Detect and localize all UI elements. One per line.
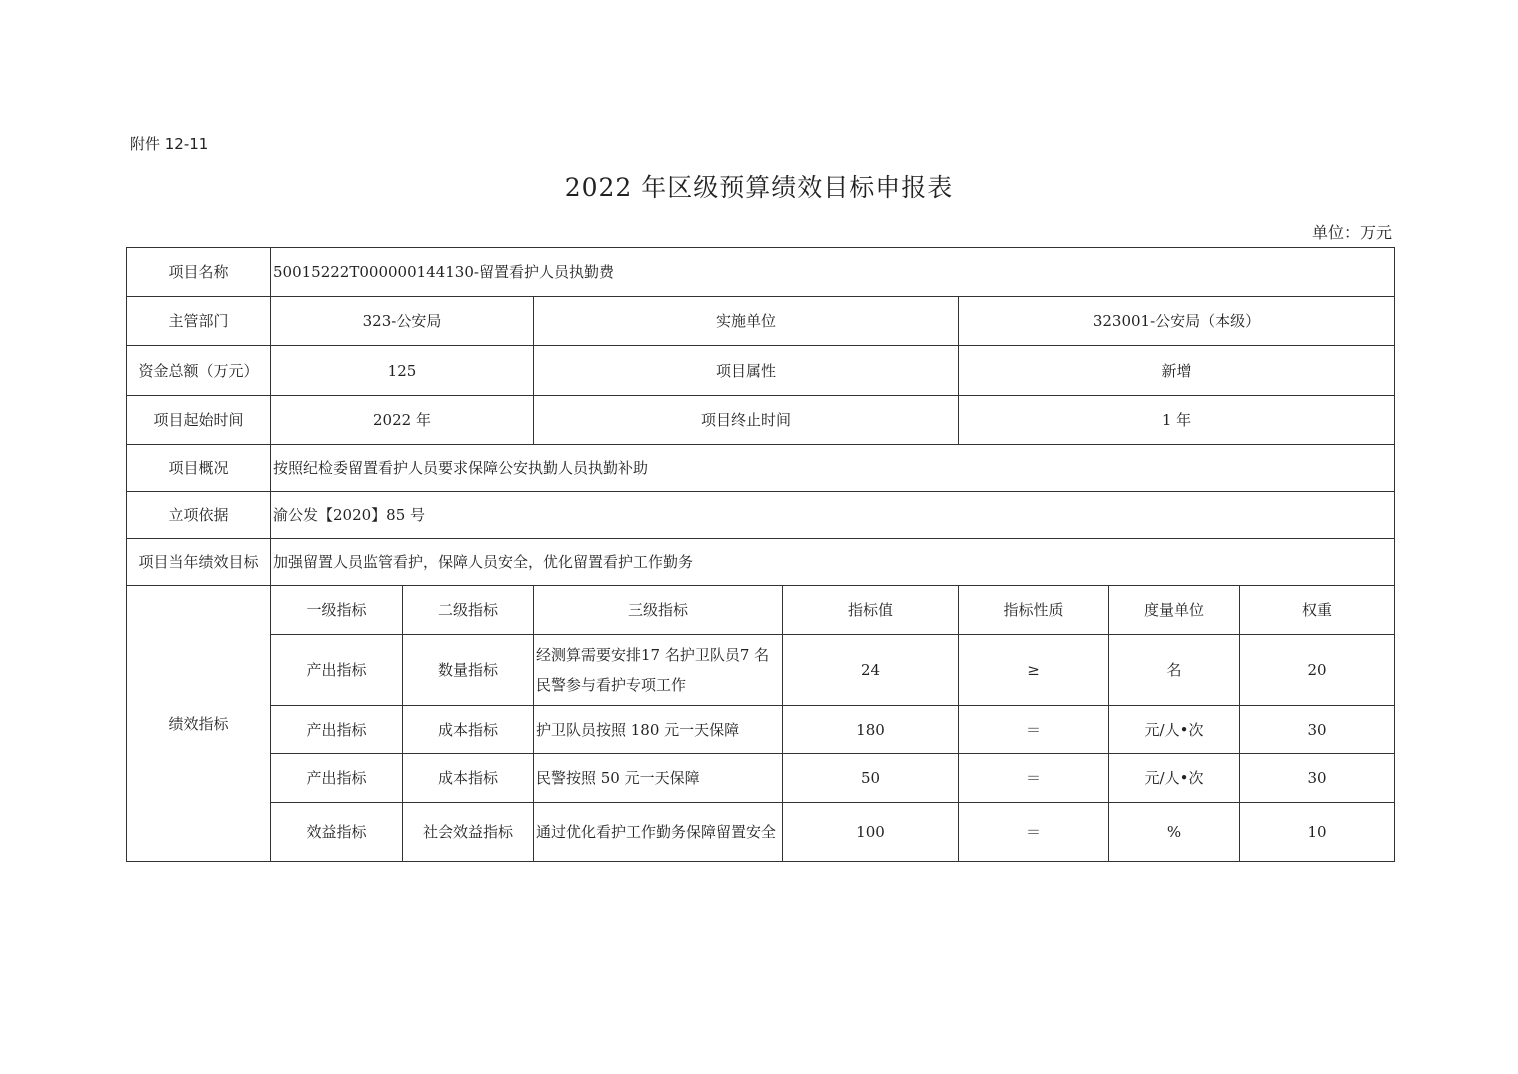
basis-label: 立项依据 [127, 492, 271, 539]
row-fund [127, 346, 1395, 396]
header-weight: 权重 [1240, 586, 1395, 635]
indicator-header-row [127, 586, 1395, 635]
overview-value: 按照纪检委留置看护人员要求保障公安执勤人员执勤补助 [271, 445, 1395, 492]
header-level2: 二级指标 [403, 586, 534, 635]
fund-label: 资金总额（万元） [127, 346, 271, 396]
attr-value: 新增 [959, 346, 1395, 396]
table-row [127, 803, 1395, 862]
unit-label: 单位：万元 [1311, 223, 1392, 242]
row-level2: 数量指标 [403, 635, 534, 706]
header-level3: 三级指标 [534, 586, 783, 635]
goal-label: 项目当年绩效目标 [127, 539, 271, 586]
row-goal [127, 539, 1395, 586]
goal-value: 加强留置人员监管看护，保障人员安全，优化留置看护工作勤务 [271, 539, 1395, 586]
row-weight: 30 [1240, 754, 1395, 803]
attachment-label: 附件 12-11 [130, 135, 209, 153]
row-nature: ＝ [959, 706, 1109, 754]
impl-label: 实施单位 [534, 297, 959, 346]
table-row [127, 706, 1395, 754]
page-title: 2022 年区级预算绩效目标申报表 [564, 173, 954, 202]
indicators-section-label: 绩效指标 [127, 586, 271, 862]
row-weight: 20 [1240, 635, 1395, 706]
project-name-value: 50015222T000000144130-留置看护人员执勤费 [271, 248, 1395, 297]
start-label: 项目起始时间 [127, 396, 271, 445]
row-unit: 名 [1109, 635, 1240, 706]
budget-form-table [126, 247, 1395, 862]
row-nature: ＝ [959, 803, 1109, 862]
row-level2: 成本指标 [403, 754, 534, 803]
row-level3: 民警按照 50 元一天保障 [534, 754, 783, 803]
table-row [127, 754, 1395, 803]
attr-label: 项目属性 [534, 346, 959, 396]
row-level2: 成本指标 [403, 706, 534, 754]
row-unit: 元/人•次 [1109, 706, 1240, 754]
start-value: 2022 年 [271, 396, 534, 445]
row-level1: 产出指标 [271, 754, 403, 803]
row-level1: 效益指标 [271, 803, 403, 862]
row-nature: ＝ [959, 754, 1109, 803]
row-level1: 产出指标 [271, 635, 403, 706]
row-weight: 30 [1240, 706, 1395, 754]
row-level3: 护卫队员按照 180 元一天保障 [534, 706, 783, 754]
row-level1: 产出指标 [271, 706, 403, 754]
basis-value: 渝公发【2020】85 号 [271, 492, 1395, 539]
end-label: 项目终止时间 [534, 396, 959, 445]
row-basis [127, 492, 1395, 539]
row-value: 100 [783, 803, 959, 862]
header-level1: 一级指标 [271, 586, 403, 635]
row-time [127, 396, 1395, 445]
row-project-name [127, 248, 1395, 297]
row-value: 24 [783, 635, 959, 706]
table-row [127, 635, 1395, 706]
row-unit: % [1109, 803, 1240, 862]
row-weight: 10 [1240, 803, 1395, 862]
project-name-label: 项目名称 [127, 248, 271, 297]
header-nature: 指标性质 [959, 586, 1109, 635]
row-nature: ≥ [959, 635, 1109, 706]
row-overview [127, 445, 1395, 492]
row-value: 180 [783, 706, 959, 754]
dept-label: 主管部门 [127, 297, 271, 346]
overview-label: 项目概况 [127, 445, 271, 492]
row-value: 50 [783, 754, 959, 803]
row-level3: 经测算需要安排17 名护卫队员7 名民警参与看护专项工作 [534, 635, 783, 706]
row-unit: 元/人•次 [1109, 754, 1240, 803]
row-level3: 通过优化看护工作勤务保障留置安全 [534, 803, 783, 862]
fund-value: 125 [271, 346, 534, 396]
end-value: 1 年 [959, 396, 1395, 445]
header-value: 指标值 [783, 586, 959, 635]
row-dept [127, 297, 1395, 346]
row-level2: 社会效益指标 [403, 803, 534, 862]
dept-value: 323-公安局 [271, 297, 534, 346]
impl-value: 323001-公安局（本级） [959, 297, 1395, 346]
header-unit: 度量单位 [1109, 586, 1240, 635]
